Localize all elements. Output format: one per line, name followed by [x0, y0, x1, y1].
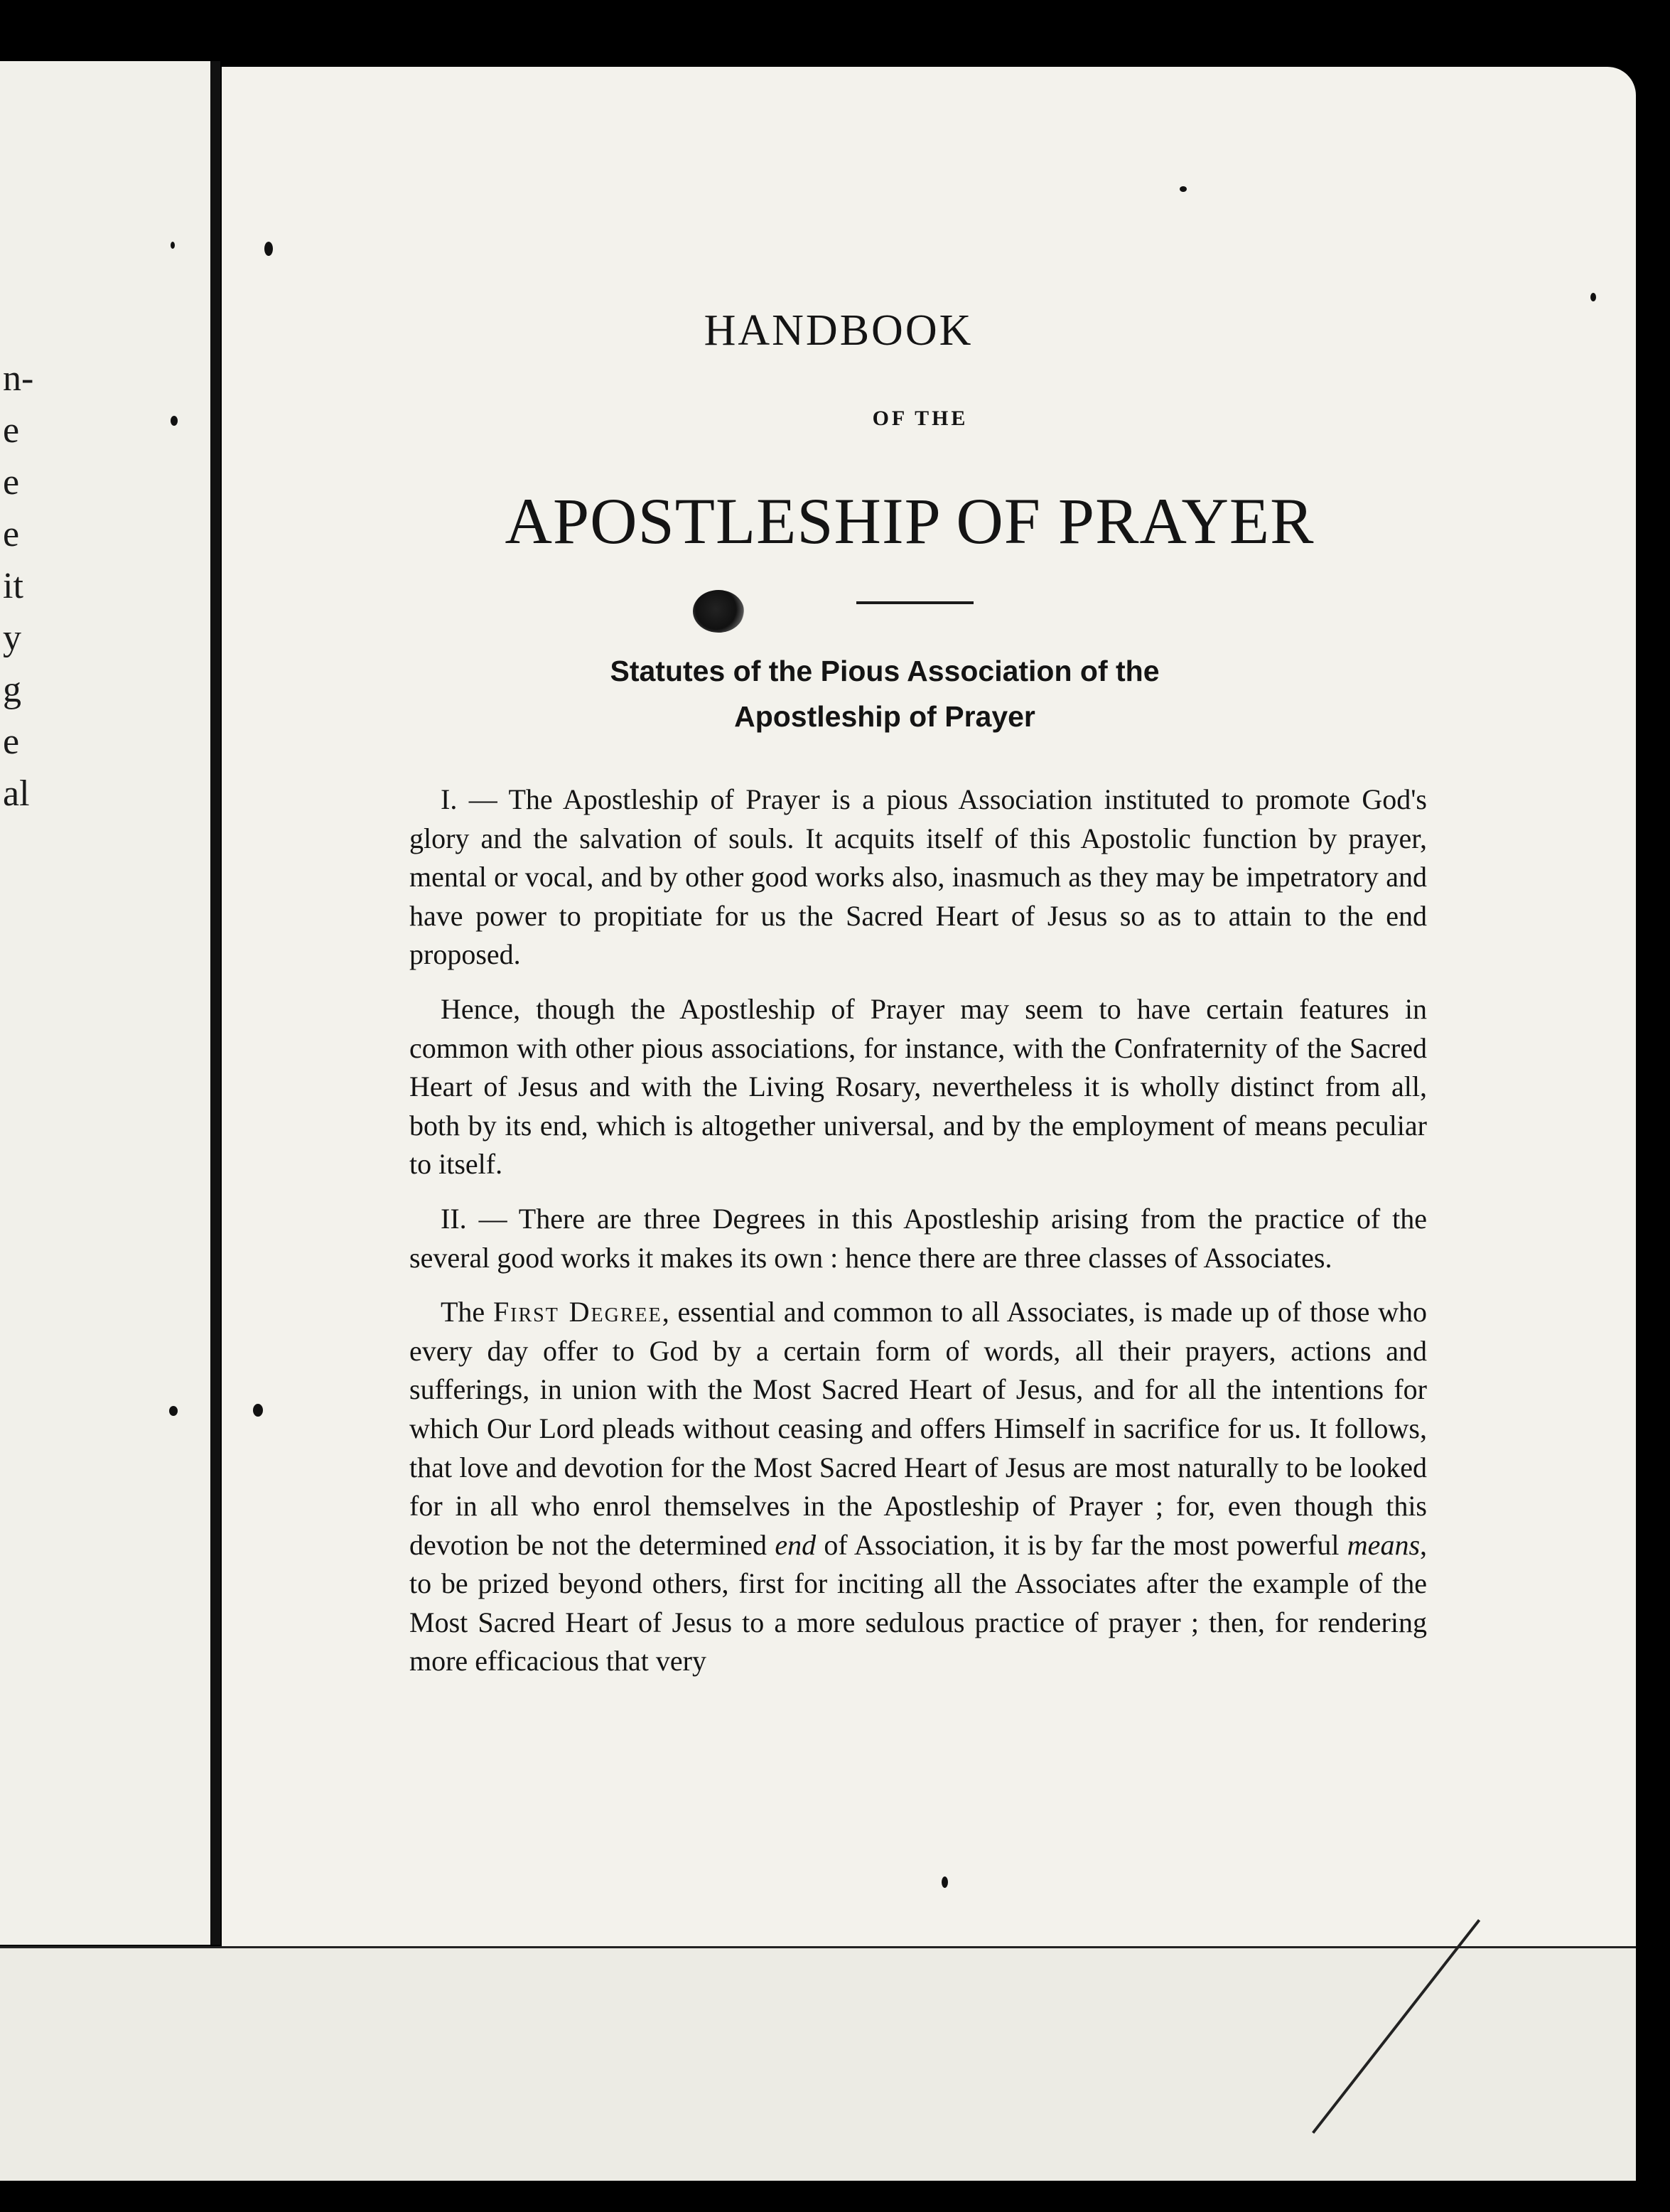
scan-border-top: [0, 0, 1670, 64]
fragment-line: n-: [3, 358, 34, 399]
paragraph-3: II. — There are three Degrees in this Apostleship arising from the practice of the several good works it makes its own : hence there are three classes of Associates.: [409, 1202, 1427, 1274]
scan-speck: [171, 242, 175, 249]
page-bottom-margin: [0, 1946, 1636, 2183]
fragment-line: e: [3, 410, 20, 451]
paragraph-4-part-c: , to be prized beyond others, first for inciting all the Associates after the example of the Most Sacred Heart of Jesus to a more sedulous practice of prayer ; then, for rendering more efficacious that very: [409, 1528, 1428, 1677]
scan-speck: [942, 1877, 948, 1888]
statutes-heading: [529, 648, 1240, 739]
paragraph-4-lead: The: [441, 1296, 493, 1328]
scan-border-right: [1636, 0, 1670, 2212]
scan-speck: [169, 1406, 178, 1416]
scan-speck: [1590, 293, 1596, 301]
title-rule-divider: [856, 601, 974, 604]
paragraph-2: Hence, though the Apostleship of Prayer may seem to have certain features in common with other pious associations, for instance, with the Confraternity of the Sacred Heart of Jesus and with the Living Rosary, nevertheless it is wholly distinct from all, both by its end, which is altogether universal, and by the employment of means peculiar to itself.: [409, 992, 1427, 1181]
fragment-line: g: [3, 670, 21, 710]
scan-speck: [253, 1404, 263, 1417]
paragraph-4-part-b: of Association, it is by far the most powerful: [816, 1528, 1347, 1561]
of-the-subheading: OF THE: [872, 407, 969, 430]
ornament-icon: [693, 590, 744, 633]
page-title: APOSTLESHIP OF PRAYER: [505, 485, 1315, 557]
scan-border-bottom: [0, 2181, 1670, 2212]
paragraph-1: I. — The Apostleship of Prayer is a pious Association instituted to promote God's glory and the salvation of souls. It acquits itself of this Apostolic function by prayer, mental or vocal, and by other good works also, inasmuch as they may be impetratory and have power to propitiate for us the Sacred Heart of Jesus so as to attain to the end proposed.: [409, 783, 1427, 971]
scan-speck: [1180, 186, 1187, 192]
statutes-line-2: Apostleship of Prayer: [734, 700, 1035, 733]
fragment-line: e: [3, 721, 20, 762]
fragment-line: e: [3, 462, 20, 503]
paragraph-4-part-a: , essential and common to all Associates, is made up of those who every day offer to God by a certain form of words, all their prayers, actions and sufferings, in union with the Most Sacred Heart of Jesus, and for all the intentions for which Our Lord pleads without ceasing and offers Himself in sacrifice for us. It follows, that love and devotion for the Most Sacred Heart of Jesus are most naturally to be looked for in all who enrol themselves in the Apostleship of Prayer ; for, even though this devotion be not the determined: [409, 1296, 1428, 1561]
body-text: [409, 780, 1427, 1697]
first-degree-term: First Degree: [492, 1296, 662, 1328]
emphasis-means: means: [1347, 1528, 1421, 1561]
fragment-line: e: [3, 514, 20, 554]
statutes-line-1: Statutes of the Pious Association of the: [610, 655, 1160, 687]
emphasis-end: end: [775, 1528, 817, 1561]
scan-speck: [171, 416, 178, 426]
handbook-heading: HANDBOOK: [704, 306, 974, 355]
facing-page-text-fragments: [3, 353, 34, 820]
fragment-line: it: [3, 566, 23, 606]
paragraph-4: [409, 1293, 1427, 1681]
fragment-line: y: [3, 618, 21, 658]
scan-speck: [264, 242, 273, 256]
fragment-line: al: [3, 773, 30, 814]
facing-page-edge: [0, 61, 220, 1945]
